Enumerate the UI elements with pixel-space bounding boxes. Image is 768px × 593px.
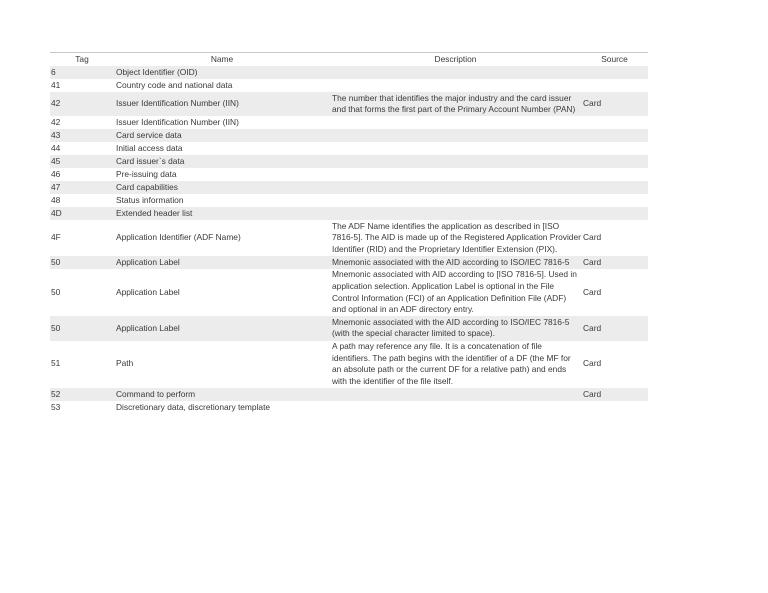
table-row[interactable] [50, 92, 648, 116]
table-row[interactable] [50, 269, 648, 316]
cell-source [581, 194, 648, 207]
cell-tag: 41 [51, 79, 61, 90]
column-header-source[interactable]: Source [581, 53, 648, 67]
cell-description [330, 388, 581, 401]
cell-tag: 42 [51, 116, 61, 127]
cell-source [581, 168, 648, 181]
cell-description [330, 401, 581, 414]
column-header-tag[interactable]: Tag [50, 53, 114, 67]
table-row[interactable] [50, 79, 648, 92]
cell-tag: 48 [51, 194, 61, 205]
cell-name: Country code and national data [116, 79, 233, 90]
table-row[interactable] [50, 207, 648, 220]
cell-name: Pre-issuing data [116, 168, 177, 179]
cell-source [581, 207, 648, 220]
cell-description: The ADF Name identifies the application as described in [ISO 7816-5]. The AID is made up of the Registered Application Provider Identifier (RID) and the Proprietary Identifier Extension (PIX). [332, 220, 581, 254]
cell-name: Card issuer`s data [114, 155, 330, 168]
cell-name: Card service data [114, 129, 330, 142]
cell-tag: 4F [51, 232, 61, 243]
cell-name: Object Identifier (OID) [114, 66, 330, 79]
cell-tag: 50 [51, 286, 61, 297]
cell-tag: 4D [50, 207, 114, 220]
cell-name: Status information [116, 194, 184, 205]
cell-description [330, 142, 581, 155]
cell-description [330, 194, 581, 207]
header-row [50, 53, 648, 67]
cell-description: The number that identifies the major industry and the card issuer and that forms the first part of the Primary Account Number (PAN) [330, 92, 581, 116]
cell-source: Card [581, 92, 648, 116]
cell-name: Command to perform [114, 388, 330, 401]
table-row[interactable] [50, 142, 648, 155]
cell-description [330, 79, 581, 92]
cell-name: Application Identifier (ADF Name) [116, 232, 241, 243]
cell-name: Issuer Identification Number (IIN) [116, 116, 239, 127]
cell-tag: 53 [51, 401, 61, 412]
cell-source: Card [583, 232, 602, 243]
table-row[interactable] [50, 256, 648, 269]
cell-description [330, 129, 581, 142]
table-row[interactable] [50, 181, 648, 194]
cell-source [581, 181, 648, 194]
table-row[interactable] [50, 401, 648, 414]
table-row[interactable] [50, 129, 648, 142]
cell-tag: 43 [50, 129, 114, 142]
cell-source [581, 155, 648, 168]
cell-name: Extended header list [114, 207, 330, 220]
cell-source [581, 142, 648, 155]
cell-tag: 47 [50, 181, 114, 194]
table-row[interactable] [50, 155, 648, 168]
cell-tag: 46 [51, 168, 61, 179]
tag-table [50, 52, 648, 414]
cell-name: Discretionary data, discretionary template [116, 401, 271, 412]
table-row[interactable] [50, 220, 648, 256]
cell-source: Card [581, 316, 648, 340]
cell-tag: 6 [50, 66, 114, 79]
cell-tag: 52 [50, 388, 114, 401]
cell-source: Card [581, 388, 648, 401]
cell-tag: 51 [51, 358, 61, 369]
cell-name: Initial access data [116, 142, 183, 153]
cell-description [330, 181, 581, 194]
cell-name: Path [116, 358, 134, 369]
table-row[interactable] [50, 116, 648, 129]
table-row[interactable] [50, 388, 648, 401]
cell-description [330, 66, 581, 79]
cell-description [330, 207, 581, 220]
cell-tag: 42 [50, 92, 114, 116]
cell-source: Card [583, 286, 602, 297]
cell-name: Issuer Identification Number (IIN) [114, 92, 330, 116]
table-row[interactable] [50, 316, 648, 340]
cell-name: Application Label [116, 286, 180, 297]
table-row[interactable] [50, 168, 648, 181]
cell-tag: 50 [50, 316, 114, 340]
cell-source [581, 79, 648, 92]
cell-source [581, 401, 648, 414]
cell-source: Card [581, 256, 648, 269]
cell-description: Mnemonic associated with AID according to [ISO 7816-5]. Used in application selection. Application Label is optional in the File Control Information (FCI) of an Application Definition File (ADF) and optional in an ADF directory entry. [332, 269, 577, 315]
cell-description: Mnemonic associated with the AID according to ISO/IEC 7816-5 (with the special character limited to space). [330, 316, 581, 340]
table-row[interactable] [50, 194, 648, 207]
column-header-description[interactable]: Description [330, 53, 581, 67]
cell-tag: 50 [50, 256, 114, 269]
cell-tag: 44 [51, 142, 61, 153]
column-header-name[interactable]: Name [114, 53, 330, 67]
cell-source: Card [583, 358, 602, 369]
cell-description [330, 116, 581, 129]
table-row[interactable] [50, 341, 648, 388]
cell-tag: 45 [50, 155, 114, 168]
cell-name: Application Label [114, 316, 330, 340]
table-row[interactable] [50, 66, 648, 79]
tag-table-container [50, 52, 648, 414]
cell-name: Card capabilities [114, 181, 330, 194]
cell-name: Application Label [114, 256, 330, 269]
cell-source [581, 116, 648, 129]
table-body [50, 66, 648, 414]
cell-description: Mnemonic associated with the AID according to ISO/IEC 7816-5 [330, 256, 581, 269]
cell-source [581, 129, 648, 142]
cell-description: A path may reference any file. It is a concatenation of file identifiers. The path begins with the identifier of a DF (the MF for an absolute path or the current DF for a relative path) and ends with the identifier of the file itself. [332, 341, 571, 386]
cell-source [581, 66, 648, 79]
cell-description [330, 155, 581, 168]
cell-description [330, 168, 581, 181]
